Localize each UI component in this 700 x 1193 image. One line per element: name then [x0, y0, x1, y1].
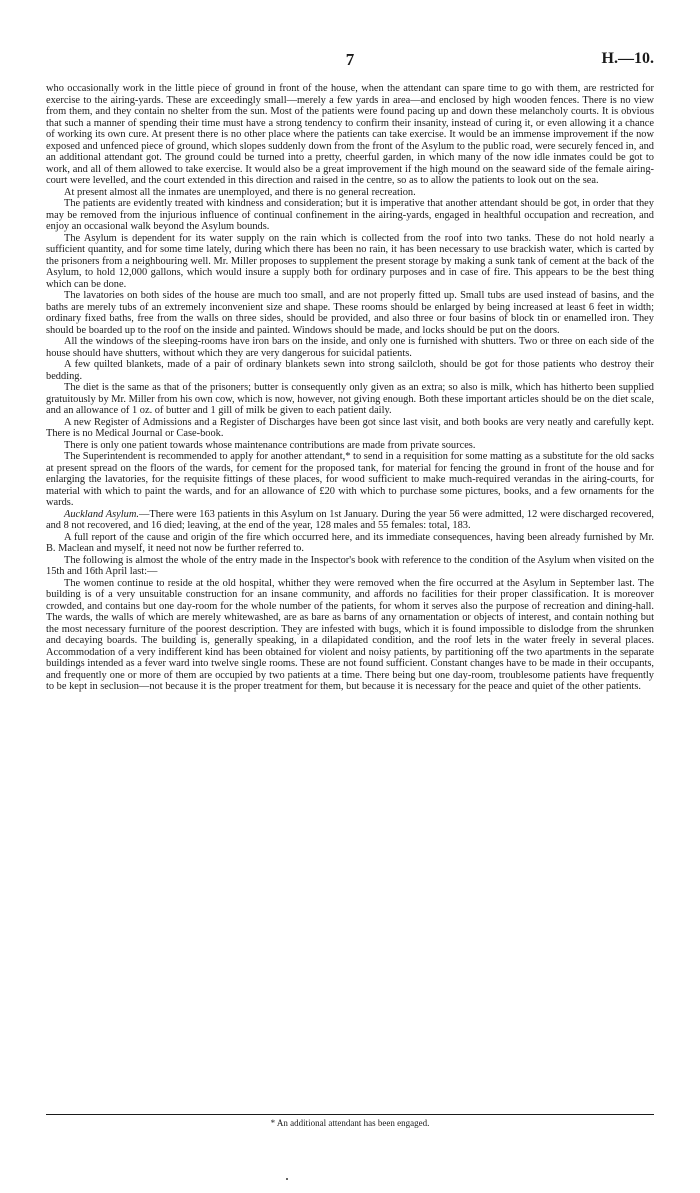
paragraph-text: —There were 163 patients in this Asylum on 1st January. During the year 56 were admitted, 12 were discharged recovered, and 8 not recovered, and 16 died; leaving, at the end of the year, 128 males and 55 females: total, 183. [46, 508, 654, 531]
page-number: 7 [345, 50, 355, 69]
document-reference: H.—10. [601, 50, 654, 67]
page-header [46, 50, 654, 72]
paragraph: A few quilted blankets, made of a pair of ordinary blankets sewn into strong sailcloth, should be got for those patients who destroy their bedding. [46, 359, 654, 382]
page-mark [286, 1178, 288, 1180]
paragraph: There is only one patient towards whose maintenance contributions are made from private sources. [64, 439, 476, 451]
body-text [46, 83, 654, 693]
paragraph: The Superintendent is recommended to apply for another attendant,* to send in a requisition for some matting as a substitute for the old sacks at present spread on the floors of the wards, for cement for the proposed tank, for material for fencing the ground in front of the house and for enlarging the lavatories, for the requisite fittings of these places, for wood sufficient to make much-required verandas in the airing-courts, for material with which to paint the wards, and for an allowance of £20 with which to purchase some pictures, books, and a few ornaments for the wards. [46, 451, 654, 508]
footnote-divider [46, 1114, 654, 1115]
paragraph: The women continue to reside at the old hospital, whither they were removed when the fire occurred at the Asylum in September last. The building is of a very unsuitable construction for an insane community, and affords no facilities for their proper classification. It is moreover crowded, and contains but one day-room for the whole number of the patients, for whom it serves also the purpose of recreation and dining-hall. The wards, the walls of which are merely whitewashed, are as bare as barns of any ornamentation or objects of interest, and contain nothing but the most necessary furniture of the poorest description. They are infested with bugs, which it is found impossible to dislodge from the shrunken and decaying boards. The building is, generally speaking, in a dilapidated condition, and the roof lets in the water freely in several places. Accommodation of a very indifferent kind has been obtained for violent and noisy patients, by partitioning off the two apartments in the separate buildings intended as a fever ward into twelve single rooms. These are not found sufficient. Constant changes have to be made in their occupants, and frequently one or more of them are occupied by two patients at a time. There being but one day-room, troublesome patients have frequently to be kept in seclusion—not because it is the proper treatment for them, but because it is necessary for the peace and quiet of the other patients. [46, 577, 654, 692]
paragraph: A new Register of Admissions and a Register of Discharges have been got since last visit, and both books are very neatly and carefully kept. There is no Medical Journal or Case-book. [46, 416, 654, 439]
paragraph: At present almost all the inmates are unemployed, and there is no general recreation. [64, 186, 416, 198]
paragraph: The lavatories on both sides of the house are much too small, and are not properly fitted up. Small tubs are used instead of basins, and the baths are merely tubs of an extremely inconvenient size and shape. These rooms should be enlarged by being increased at least 6 feet in width; ordinary fixed baths, free from the walls on three sides, should be provided, and also three or four basins of block tin or enamelled iron. They should be boarded up to the roof on the inside and painted. Windows should be made, and locks should be put on the doors. [46, 290, 654, 336]
section-title: Auckland Asylum. [64, 508, 139, 520]
paragraph: A full report of the cause and origin of the fire which occurred here, and its immediate consequences, having been already furnished by Mr. B. Maclean and myself, it need not now be further referred to. [46, 531, 654, 554]
paragraph: The diet is the same as that of the prisoners; butter is consequently only given as an extra; so also is milk, which has hitherto been supplied gratuitously by Mr. Miller from his own cow, which is now, however, not giving enough. Both these important articles should be on the diet scale, and an allowance of 1 oz. of butter and 1 gill of milk be given to each patient daily. [46, 382, 654, 416]
paragraph: The Asylum is dependent for its water supply on the rain which is collected from the roof into two tanks. These do not hold nearly a sufficient quantity, and for some time lately, during which there has been no rain, it has been necessary to use brackish water, which is carted by the prisoners from a neighbouring well. Mr. Miller proposes to supplement the present storage by making a sunk tank of cement at the back of the Asylum, to hold 12,000 gallons, which would insure a supply both for ordinary purposes and in case of fire. This appears to be the best thing which can be done. [46, 232, 654, 290]
footnote: * An additional attendant has been engaged. [270, 1118, 430, 1128]
paragraph-auckland-asylum [46, 509, 654, 532]
paragraph: who occasionally work in the little piece of ground in front of the house, when the attendant can spare time to go with them, are restricted for exercise to the airing-yards. These are exceedingly small—merely a few yards in area—and enclosed by high wooden fences. There is no view from them, and they contain no shelter from the sun. Most of the patients were found pacing up and down these melancholy courts. It is obvious that such a manner of spending their time must have a strong tendency to confirm their insanity, instead of curing it, or even allowing it a chance of working its own cure. At present there is no other place where the patients can take exercise. It would be an immense improvement if the now exposed and unfenced piece of ground, which slopes suddenly down from the front of the Asylum to the public road, were securely fenced in, and an additional attendant got. The ground could be turned into a pretty, cheerful garden, in which many of the now idle inmates could be got to work, and all of them allowed to take exercise. It would also be a great improvement if the high mound on the seaward side of the female airing-court were levelled, and the court extended in this direction and raised in the centre, so as to allow the patients to look out on the sea. [46, 83, 654, 186]
paragraph: The following is almost the whole of the entry made in the Inspector's book with reference to the condition of the Asylum when visited on the 15th and 16th April last:— [46, 554, 654, 577]
paragraph: All the windows of the sleeping-rooms have iron bars on the inside, and only one is furnished with shutters. Two or three on each side of the house should have shutters, without which they are very dangerous for suicidal patients. [46, 336, 654, 359]
paragraph: The patients are evidently treated with kindness and consideration; but it is imperative that another attendant should be got, in order that they may be removed from the injurious influence of continual confinement in the airing-yards, engaged in healthful occupation and recreation, and enjoy an occasional walk beyond the Asylum bounds. [46, 198, 654, 232]
